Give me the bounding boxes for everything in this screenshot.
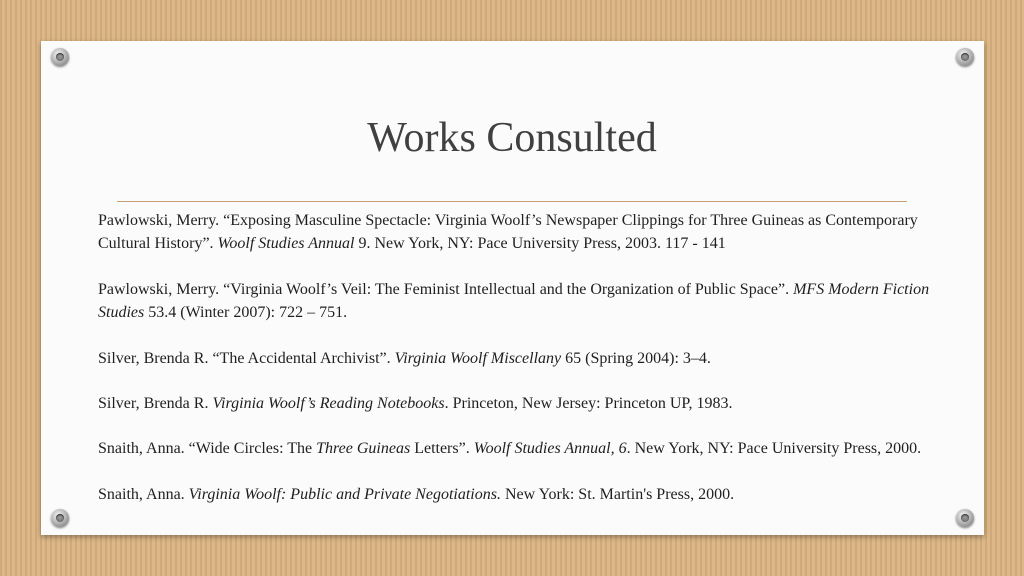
reference-item: Snaith, Anna. Virginia Woolf: Public and Private Negotiations. New York: St. Martin's Press, 2000.	[98, 486, 735, 503]
reference-item: Pawlowski, Merry. “Virginia Woolf’s Veil: The Feminist Intellectual and the Organization of Public Space”. MFS Modern Fiction Studies 53.4 (Winter 2007): 722 – 751.	[98, 281, 930, 321]
reference-item: Silver, Brenda R. Virginia Woolf’s Reading Notebooks. Princeton, New Jersey: Princeton UP, 1983.	[98, 395, 733, 412]
rivet-icon	[956, 509, 974, 527]
reference-list	[98, 209, 943, 529]
reference-item: Pawlowski, Merry. “Exposing Masculine Spectacle: Virginia Woolf’s Newspaper Clippings for Three Guineas as Contemporary Cultural History”. Woolf Studies Annual 9. New York, NY: Pace University Press, 2003. 117 - 141	[98, 212, 918, 252]
reference-item: Silver, Brenda R. “The Accidental Archivist”. Virginia Woolf Miscellany 65 (Spring 2004): 3–4.	[98, 350, 711, 367]
rivet-icon	[51, 48, 69, 66]
reference-item: Snaith, Anna. “Wide Circles: The Three Guineas Letters”. Woolf Studies Annual, 6. New York, NY: Pace University Press, 2000.	[98, 440, 922, 457]
rivet-icon	[956, 48, 974, 66]
title-divider	[117, 201, 907, 202]
rivet-icon	[51, 509, 69, 527]
page-title: Works Consulted	[367, 115, 657, 161]
